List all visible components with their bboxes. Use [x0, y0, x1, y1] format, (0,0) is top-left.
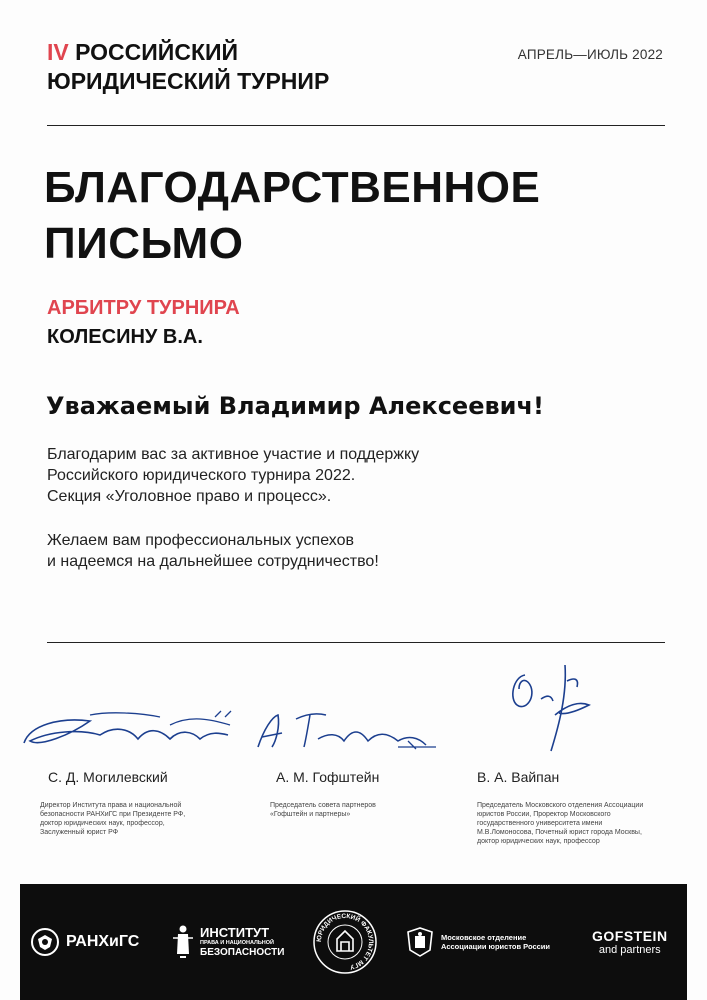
signatory-description	[477, 801, 657, 846]
paragraph-line: Желаем вам профессиональных успехов	[47, 532, 354, 549]
description-line: Председатель совета партнеров	[270, 802, 376, 809]
alr-label	[441, 933, 550, 951]
signatory-gofshtein	[248, 655, 448, 845]
themis-icon	[172, 924, 194, 960]
signatory-description	[270, 801, 450, 819]
description-line: юристов России, Проректор Московского	[477, 811, 611, 818]
bottom-divider	[47, 642, 665, 643]
paragraph-thanks	[47, 444, 419, 507]
msu-seal-text: ЮРИДИЧЕСКИЙ ФАКУЛЬТЕТ МГУ	[315, 912, 375, 971]
tournament-title	[47, 38, 329, 96]
logo-institute	[172, 914, 284, 970]
signatory-name: А. М. Гофштейн	[276, 769, 380, 785]
institute-line1: ИНСТИТУТ	[200, 924, 270, 940]
document-title-line2: ПИСЬМО	[44, 219, 244, 268]
paragraph-line: Российского юридического турнира 2022.	[47, 467, 356, 484]
signature-gofshtein-icon	[248, 655, 448, 765]
description-line: Директор Института права и национальной	[40, 802, 182, 809]
institute-label	[200, 926, 284, 959]
top-divider	[47, 125, 665, 126]
description-line: государственного университета имени	[477, 820, 603, 827]
description-line: доктор юридических наук, профессор	[477, 838, 600, 845]
signature-vaipan-icon	[455, 655, 655, 765]
tournament-edition: IV	[47, 39, 69, 65]
signatory-name: В. А. Вайпан	[477, 769, 560, 785]
signature-mogilevsky-icon	[20, 655, 250, 765]
paragraph-line: и надеемся на дальнейшее сотрудничество!	[47, 553, 379, 570]
description-line: Заслуженный юрист РФ	[40, 829, 119, 836]
ranepa-label: РАНХиГС	[66, 933, 140, 950]
description-line: безопасности РАНХиГС при Президенте РФ,	[40, 811, 186, 818]
tournament-dates: АПРЕЛЬ—ИЮЛЬ 2022	[517, 47, 663, 62]
document-title-line1: БЛАГОДАРСТВЕННОЕ	[44, 163, 541, 212]
eagle-emblem-icon	[30, 927, 60, 957]
document-title	[44, 160, 540, 272]
logo-alr-moscow	[405, 914, 550, 970]
alr-line2: Ассоциации юристов России	[441, 942, 551, 951]
alr-line1: Московское отделение	[441, 933, 527, 942]
signatory-name: С. Д. Могилевский	[48, 769, 168, 785]
logo-gofstein	[592, 914, 668, 970]
tournament-title-line2: ЮРИДИЧЕСКИЙ ТУРНИР	[47, 68, 330, 94]
university-seal-icon	[312, 909, 378, 975]
coat-of-arms-icon	[405, 926, 435, 958]
tournament-title-line1: РОССИЙСКИЙ	[75, 39, 239, 65]
institute-line2: ПРАВА И НАЦИОНАЛЬНОЙ	[200, 939, 275, 946]
logo-ranepa	[30, 914, 139, 970]
signatory-description	[40, 801, 220, 837]
description-line: «Гофштейн и партнеры»	[270, 811, 351, 818]
recipient-role: АРБИТРУ ТУРНИРА	[47, 297, 240, 319]
logo-msu-law	[312, 908, 378, 976]
signatory-mogilevsky	[20, 655, 220, 845]
paragraph-line: Благодарим вас за активное участие и поддержку	[47, 446, 420, 463]
description-line: доктор юридических наук, профессор,	[40, 820, 165, 827]
gofstein-line1: GOFSTEIN	[592, 928, 668, 944]
signatory-vaipan	[455, 655, 655, 845]
gofstein-line2: and partners	[598, 944, 661, 956]
paragraph-wishes	[47, 530, 379, 572]
description-line: М.В.Ломоносова, Почетный юрист города Москвы,	[477, 829, 642, 836]
institute-line3: БЕЗОПАСНОСТИ	[200, 946, 285, 958]
description-line: Председатель Московского отделения Ассоциации	[477, 802, 644, 809]
partner-logos-footer	[20, 884, 687, 1000]
paragraph-line: Секция «Уголовное право и процесс».	[47, 488, 332, 505]
greeting: Уважаемый Владимир Алексеевич!	[46, 392, 544, 420]
recipient-name: КОЛЕСИНУ В.А.	[47, 326, 203, 348]
